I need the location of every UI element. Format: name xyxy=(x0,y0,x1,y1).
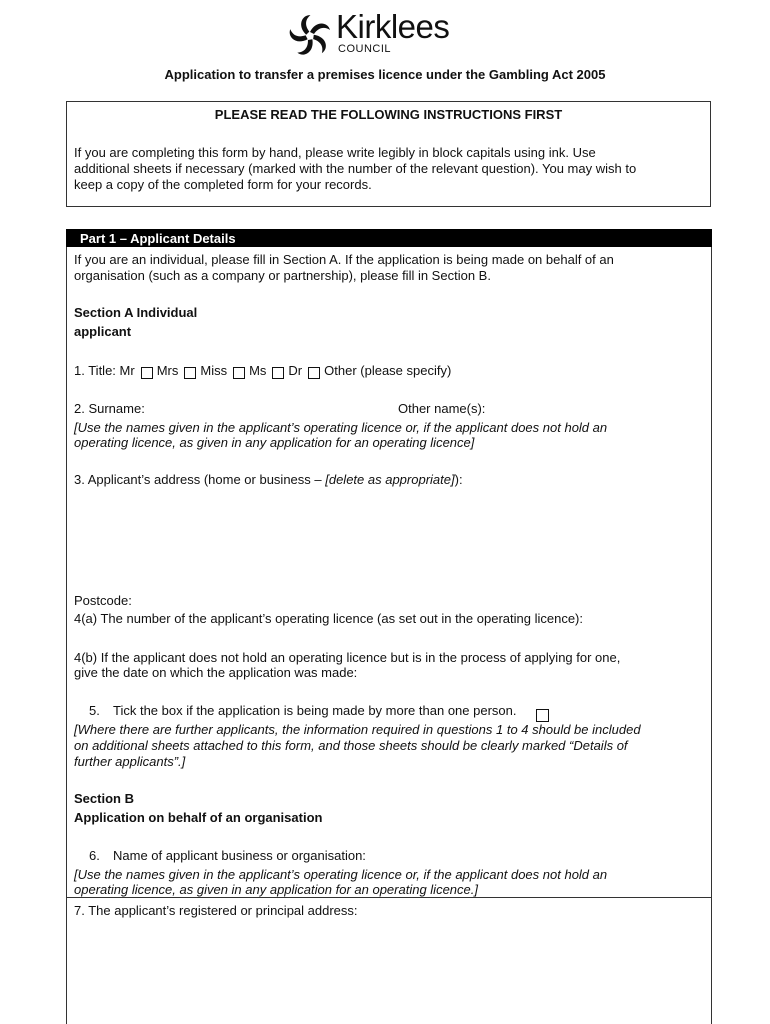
q4b-line: 4(b) If the applicant does not hold an operating licence but is in the process of applying for one, xyxy=(74,650,621,665)
title-mrs-checkbox[interactable] xyxy=(184,367,196,379)
surname-note-line: [Use the names given in the applicant’s operating licence or, if the applicant does not hold an xyxy=(74,420,608,435)
section-b-heading: Section B xyxy=(74,791,134,806)
title-option-mrs: Mrs xyxy=(156,363,179,378)
section-a-heading: Section A Individual xyxy=(74,305,198,320)
instructions-text xyxy=(74,145,699,193)
swirl-logo-icon xyxy=(288,14,332,58)
logo-subtitle: COUNCIL xyxy=(338,43,392,55)
address-label-note: [delete as appropriate] xyxy=(325,472,455,487)
title-option-dr: Dr xyxy=(288,363,303,378)
q4a-label: 4(a) The number of the applicant’s operating licence (as set out in the operating licence): xyxy=(74,611,583,626)
other-names-label: Other name(s): xyxy=(398,401,486,416)
q6-text: Name of applicant business or organisation: xyxy=(113,848,366,863)
address-label xyxy=(74,472,463,488)
part1-frame xyxy=(66,247,712,898)
title-option-other: Other (please specify) xyxy=(324,363,452,378)
instructions-line: keep a copy of the completed form for your records. xyxy=(74,177,372,192)
address-label-text: 3. Applicant’s address (home or business – xyxy=(74,472,326,487)
title-option-miss: Miss xyxy=(200,363,228,378)
q5-note-line: on additional sheets attached to this form, and those sheets should be clearly marked “Details of xyxy=(74,738,628,753)
q5-text: Tick the box if the application is being made by more than one person. xyxy=(113,703,517,718)
instructions-box xyxy=(66,101,711,207)
part1-intro-line: If you are an individual, please fill in Section A. If the application is being made on behalf of an xyxy=(74,252,614,267)
q4b-line: give the date on which the application was made: xyxy=(74,665,358,680)
title-option-ms: Ms xyxy=(249,363,267,378)
q5-note-line: [Where there are further applicants, the information required in questions 1 to 4 should be included xyxy=(74,722,641,737)
address-label-end: ): xyxy=(454,472,463,487)
part1-intro-line: organisation (such as a company or partnership), please fill in Section B. xyxy=(74,268,491,283)
q5-number: 5. xyxy=(89,703,100,718)
q7-label: 7. The applicant’s registered or principal address: xyxy=(74,903,358,918)
q6-number: 6. xyxy=(89,848,100,863)
council-logo xyxy=(288,8,478,58)
document-title: Application to transfer a premises licence under the Gambling Act 2005 xyxy=(164,67,606,82)
surname-label: 2. Surname: xyxy=(74,401,145,416)
instructions-line: additional sheets if necessary (marked with the number of the relevant question). You may wish to xyxy=(74,161,637,176)
logo-wordmark: Kirklees xyxy=(336,8,450,45)
instructions-heading: PLEASE READ THE FOLLOWING INSTRUCTIONS FIRST xyxy=(214,107,563,122)
q6-note-line: [Use the names given in the applicant’s operating licence or, if the applicant does not hold an xyxy=(74,867,608,882)
multiple-applicants-checkbox[interactable] xyxy=(536,709,549,722)
title-miss-checkbox[interactable] xyxy=(233,367,245,379)
q6-note-line: operating licence, as given in any application for an operating licence.] xyxy=(74,882,478,897)
section-b-subheading: Application on behalf of an organisation xyxy=(74,810,323,825)
title-question xyxy=(74,363,451,379)
title-label: 1. Title: Mr xyxy=(74,363,135,378)
part1-heading: Part 1 – Applicant Details xyxy=(66,229,712,247)
postcode-label: Postcode: xyxy=(74,593,132,608)
title-ms-checkbox[interactable] xyxy=(272,367,284,379)
q5-note-line: further applicants”.] xyxy=(74,754,186,769)
title-mr-checkbox[interactable] xyxy=(141,367,153,379)
instructions-line: If you are completing this form by hand, please write legibly in block capitals using ink. Use xyxy=(74,145,596,160)
title-dr-checkbox[interactable] xyxy=(308,367,320,379)
surname-note-line: operating licence, as given in any application for an operating licence] xyxy=(74,435,475,450)
section-a-subheading: applicant xyxy=(74,324,132,339)
